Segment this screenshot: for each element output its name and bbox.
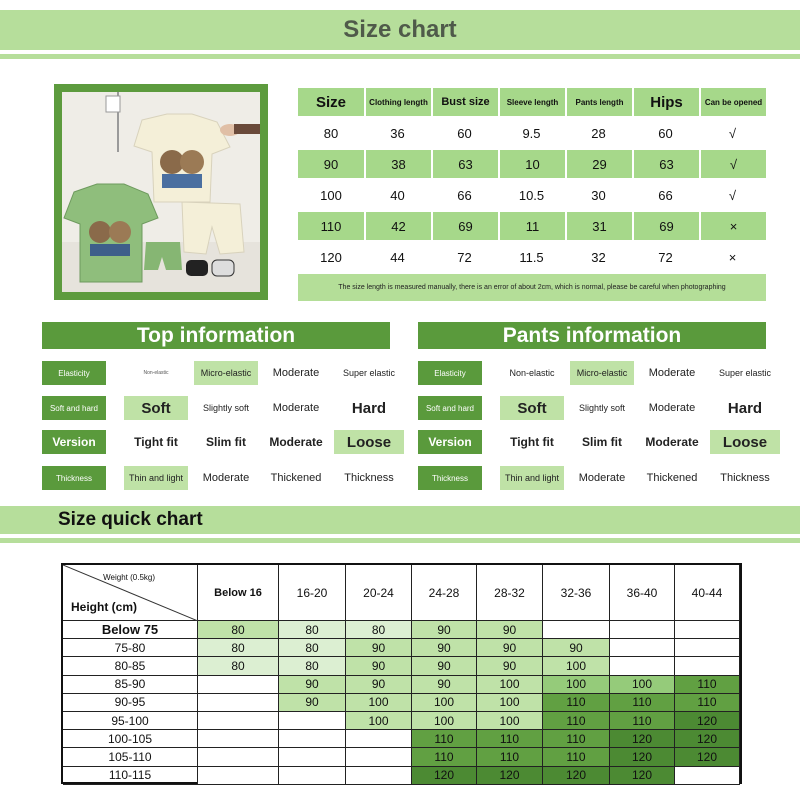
size-table-cell: 60: [632, 119, 699, 147]
chart-corner-cell: [63, 565, 198, 621]
size-cell: [610, 621, 675, 639]
info-row-label: Elasticity: [42, 361, 106, 385]
info-option: Super elastic: [342, 368, 396, 378]
info-option: Loose: [334, 430, 404, 454]
size-cell: [346, 767, 412, 785]
size-cell: 110: [477, 730, 543, 748]
size-cell: 90: [346, 676, 412, 694]
size-table-row: [298, 150, 766, 178]
size-cell: 80: [346, 621, 412, 639]
size-cell: [346, 748, 412, 766]
height-row-header: 105-110: [63, 748, 198, 766]
info-option: Slim fit: [205, 435, 246, 449]
weight-column-header: 20-24: [346, 565, 412, 621]
info-row-label: Soft and hard: [418, 396, 482, 420]
size-cell: 110: [412, 730, 477, 748]
info-row: [418, 466, 786, 490]
info-option: Moderate: [202, 472, 250, 484]
size-cell: [346, 730, 412, 748]
top-info-title: Top information: [42, 322, 390, 349]
size-cell: 90: [279, 676, 346, 694]
size-table-cell: 11.5: [498, 243, 565, 271]
info-option: Hard: [351, 399, 387, 417]
size-cell: 110: [412, 748, 477, 766]
info-option: Thin and light: [124, 466, 188, 490]
size-table-cell: 63: [431, 150, 498, 178]
info-option: Slim fit: [581, 435, 622, 449]
info-option: Tight fit: [510, 435, 554, 449]
size-table-cell: √: [699, 150, 766, 178]
height-row-header: 85-90: [63, 676, 198, 694]
info-option: Tight fit: [134, 435, 178, 449]
size-cell: 90: [346, 657, 412, 675]
info-option: Moderate: [648, 402, 696, 414]
weight-column-header: 40-44: [675, 565, 740, 621]
size-cell: 110: [477, 748, 543, 766]
size-cell: [198, 748, 279, 766]
size-cell: [198, 694, 279, 712]
info-row-label: Soft and hard: [42, 396, 106, 420]
height-row-header: 90-95: [63, 694, 198, 712]
height-row-header: 95-100: [63, 712, 198, 730]
info-option: Loose: [710, 430, 780, 454]
info-row-label: Thickness: [42, 466, 106, 490]
size-table-cell: 11: [498, 212, 565, 240]
info-row: [42, 430, 410, 454]
size-cell: 90: [412, 621, 477, 639]
info-row: [418, 430, 786, 454]
quick-chart-band: [0, 506, 800, 534]
size-table-row: [298, 181, 766, 209]
size-table-cell: 72: [431, 243, 498, 271]
size-cell: 100: [543, 657, 610, 675]
bust-size-header: Bust size: [431, 88, 498, 116]
size-cell: 120: [610, 748, 675, 766]
size-table-cell: 90: [298, 150, 364, 178]
page-title: Size chart: [343, 16, 457, 43]
size-table-cell: ×: [699, 243, 766, 271]
weight-column-header: 32-36: [543, 565, 610, 621]
info-row: [418, 396, 786, 420]
info-option: Moderate: [578, 472, 626, 484]
info-option: Moderate: [272, 402, 320, 414]
size-cell: 100: [346, 712, 412, 730]
size-cell: 90: [346, 639, 412, 657]
size-cell: [675, 767, 740, 785]
size-cell: 90: [412, 676, 477, 694]
size-cell: [610, 639, 675, 657]
size-cell: 120: [543, 767, 610, 785]
pants-info-title: Pants information: [418, 322, 766, 349]
size-cell: 110: [543, 748, 610, 766]
weight-column-header: 36-40: [610, 565, 675, 621]
info-option: Thickness: [720, 472, 770, 484]
weight-column-header: Below 16: [198, 565, 279, 621]
quick-chart-title: Size quick chart: [58, 509, 203, 530]
size-cell: 110: [610, 694, 675, 712]
title-underline: [0, 54, 800, 59]
size-table-cell: ×: [699, 212, 766, 240]
size-cell: 90: [279, 694, 346, 712]
size-quick-chart: [61, 563, 742, 784]
info-option: Slightly soft: [202, 403, 250, 413]
size-cell: 100: [477, 676, 543, 694]
size-cell: 110: [610, 712, 675, 730]
size-cell: 100: [412, 694, 477, 712]
size-table-cell: 66: [431, 181, 498, 209]
size-table-cell: 60: [431, 119, 498, 147]
size-table-cell: 40: [364, 181, 431, 209]
size-table-cell: 69: [431, 212, 498, 240]
height-row-header: 75-80: [63, 639, 198, 657]
page-title-band: [0, 10, 800, 50]
size-cell: 80: [279, 621, 346, 639]
size-table-cell: 42: [364, 212, 431, 240]
info-option: Soft: [500, 396, 564, 420]
size-cell: [543, 621, 610, 639]
can-be-opened-header: Can be opened: [699, 88, 766, 116]
info-option: Thickness: [344, 472, 394, 484]
size-cell: [675, 639, 740, 657]
size-table-cell: 36: [364, 119, 431, 147]
size-cell: 100: [543, 676, 610, 694]
size-table-cell: 29: [565, 150, 632, 178]
size-table-cell: 31: [565, 212, 632, 240]
size-cell: 80: [198, 639, 279, 657]
size-table-cell: 110: [298, 212, 364, 240]
size-table-cell: 120: [298, 243, 364, 271]
size-cell: 100: [346, 694, 412, 712]
info-option: Micro-elastic: [194, 361, 258, 385]
size-cell: [279, 748, 346, 766]
size-table-cell: 38: [364, 150, 431, 178]
size-cell: [198, 712, 279, 730]
size-cell: 120: [412, 767, 477, 785]
size-table-cell: 66: [632, 181, 699, 209]
size-table-row: [298, 243, 766, 271]
info-option: Moderate: [272, 367, 320, 379]
size-cell: 110: [543, 730, 610, 748]
size-cell: 100: [477, 712, 543, 730]
size-header: Size: [298, 88, 364, 116]
size-cell: 120: [610, 767, 675, 785]
pants-length-header: Pants length: [565, 88, 632, 116]
size-cell: 120: [610, 730, 675, 748]
size-cell: 120: [477, 767, 543, 785]
size-table-cell: 72: [632, 243, 699, 271]
size-cell: 110: [675, 676, 740, 694]
size-cell: 110: [543, 694, 610, 712]
info-option: Non-elastic: [509, 368, 555, 378]
corner-weight-label: Weight (0.5kg): [103, 573, 155, 582]
size-cell: 80: [198, 657, 279, 675]
size-cell: 120: [675, 712, 740, 730]
size-table-row: [298, 119, 766, 147]
size-cell: [279, 730, 346, 748]
quick-chart-underline: [0, 538, 800, 543]
size-cell: [675, 657, 740, 675]
size-cell: 120: [675, 748, 740, 766]
size-cell: 90: [412, 657, 477, 675]
hips-header: Hips: [632, 88, 699, 116]
info-option: Thin and light: [500, 466, 564, 490]
size-table-cell: 100: [298, 181, 364, 209]
weight-column-header: 24-28: [412, 565, 477, 621]
size-cell: [279, 712, 346, 730]
size-table-cell: 32: [565, 243, 632, 271]
size-cell: [198, 676, 279, 694]
info-row: [418, 361, 786, 385]
size-cell: 90: [543, 639, 610, 657]
clothing-length-header: Clothing length: [364, 88, 431, 116]
info-option: Micro-elastic: [570, 361, 634, 385]
product-photo: [54, 84, 268, 300]
info-option: Thickened: [646, 472, 698, 484]
size-table-cell: 44: [364, 243, 431, 271]
size-table-cell: 63: [632, 150, 699, 178]
size-table-cell: 9.5: [498, 119, 565, 147]
size-cell: 100: [477, 694, 543, 712]
size-cell: [198, 767, 279, 785]
info-row-label: Elasticity: [418, 361, 482, 385]
size-cell: 90: [412, 639, 477, 657]
size-cell: 110: [675, 694, 740, 712]
info-row-label: Thickness: [418, 466, 482, 490]
size-cell: 80: [279, 639, 346, 657]
size-cell: 120: [675, 730, 740, 748]
weight-column-header: 28-32: [477, 565, 543, 621]
info-option: Slightly soft: [578, 403, 626, 413]
info-row-label: Version: [418, 430, 482, 454]
size-cell: 80: [279, 657, 346, 675]
size-table-cell: 30: [565, 181, 632, 209]
size-cell: [198, 730, 279, 748]
info-option: Moderate: [648, 367, 696, 379]
size-cell: 100: [412, 712, 477, 730]
size-table-cell: √: [699, 119, 766, 147]
info-option: Super elastic: [718, 368, 772, 378]
size-cell: [675, 621, 740, 639]
weight-column-header: 16-20: [279, 565, 346, 621]
corner-height-label: Height (cm): [71, 600, 137, 614]
size-table-cell: 69: [632, 212, 699, 240]
size-cell: [610, 657, 675, 675]
size-cell: 80: [198, 621, 279, 639]
size-table-cell: √: [699, 181, 766, 209]
size-table-cell: 10.5: [498, 181, 565, 209]
info-option: Soft: [124, 396, 188, 420]
info-row: [42, 466, 410, 490]
size-cell: 100: [610, 676, 675, 694]
product-illustration: [62, 92, 260, 292]
size-cell: 90: [477, 657, 543, 675]
height-row-header: Below 75: [63, 621, 198, 639]
info-row: [42, 361, 410, 385]
info-option: Thickened: [270, 472, 322, 484]
size-table-row: [298, 212, 766, 240]
height-row-header: 80-85: [63, 657, 198, 675]
sleeve-length-header: Sleeve length: [498, 88, 565, 116]
info-option: Non-elastic: [143, 370, 169, 376]
size-table-cell: 80: [298, 119, 364, 147]
info-row-label: Version: [42, 430, 106, 454]
info-row: [42, 396, 410, 420]
info-option: Moderate: [645, 435, 699, 449]
size-table-header: [298, 88, 766, 116]
info-option: Moderate: [269, 435, 323, 449]
size-cell: [279, 767, 346, 785]
size-cell: 110: [543, 712, 610, 730]
height-row-header: 100-105: [63, 730, 198, 748]
measurement-note: The size length is measured manually, there is an error of about 2cm, which is normal, please be careful when photographing: [298, 274, 766, 301]
info-option: Hard: [727, 399, 763, 417]
height-row-header: 110-115: [63, 767, 198, 785]
size-table-cell: 28: [565, 119, 632, 147]
size-cell: 90: [477, 639, 543, 657]
size-cell: 90: [477, 621, 543, 639]
size-table-cell: 10: [498, 150, 565, 178]
